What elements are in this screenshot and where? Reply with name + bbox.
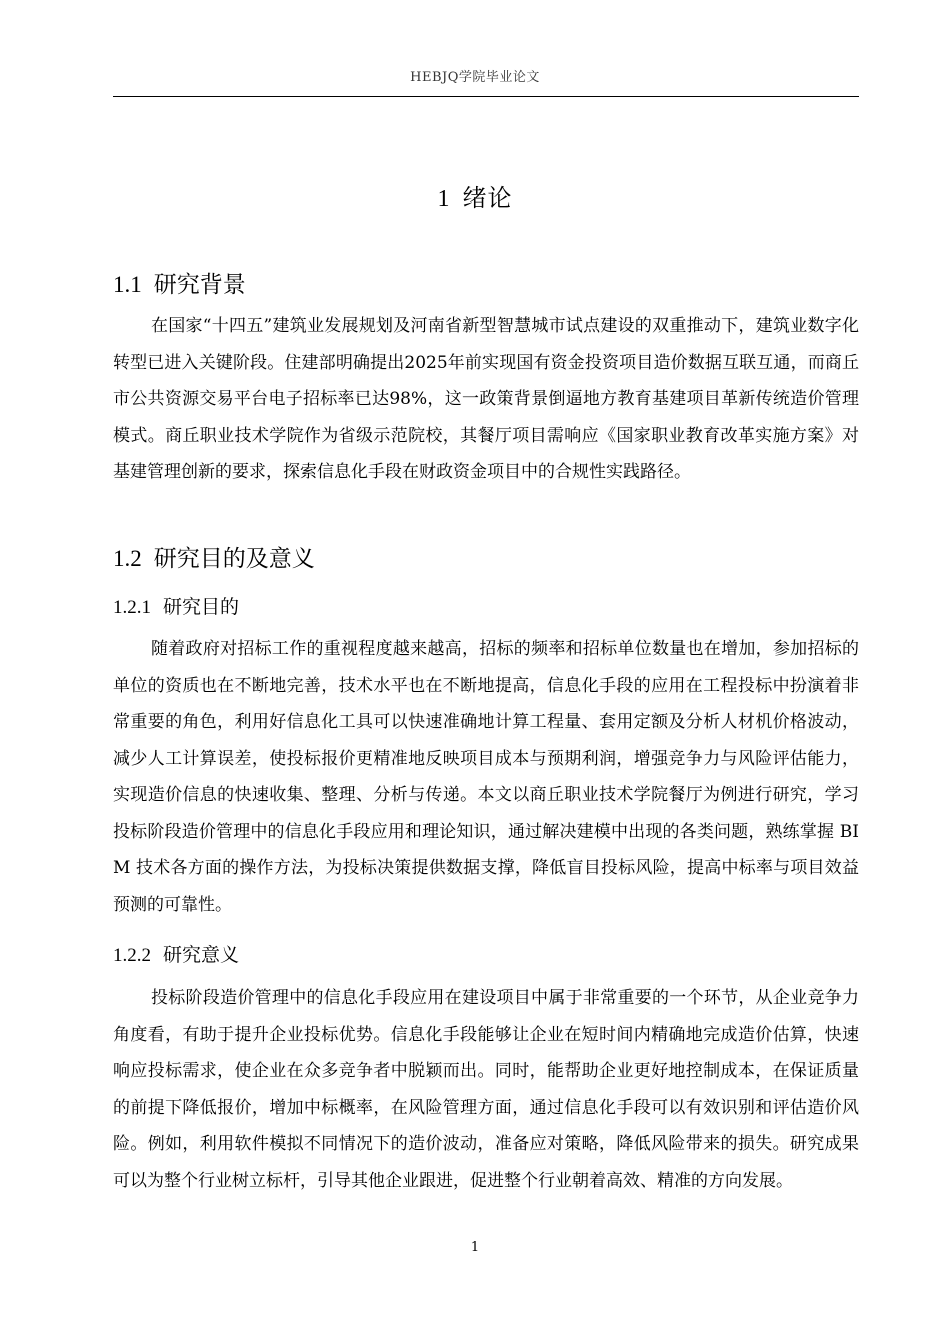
section-title-1-2: [113, 540, 315, 573]
subsection-title-1-2-2: [113, 940, 239, 967]
subsection-title-text: 研究目的: [163, 596, 240, 618]
chapter-title: [0, 178, 950, 213]
section-number: 1.1: [113, 272, 142, 297]
header-divider: [113, 96, 859, 97]
subsection-number: 1.2.2: [113, 945, 151, 966]
section-number: 1.2: [113, 546, 142, 571]
section-title-1-1: [113, 266, 246, 299]
subsection-number: 1.2.1: [113, 597, 151, 618]
subsection-title-1-2-1: [113, 592, 239, 619]
page-number: 1: [470, 1240, 480, 1255]
paragraph-background: 在国家“十四五”建筑业发展规划及河南省新型智慧城市试点建设的双重推动下，建筑业数字化转型已进入关键阶段。住建部明确提出2025年前实现国有资金投资项目造价数据互联互通，而商丘市公共资源交易平台电子招标率已达98%，这一政策背景倒逼地方教育基建项目革新传统造价管理模式。商丘职业技术学院作为省级示范院校，其餐厅项目需响应《国家职业教育改革实施方案》对基建管理创新的要求，探索信息化手段在财政资金项目中的合规性实践路径。: [113, 316, 859, 482]
section-title-text: 研究背景: [153, 272, 246, 298]
running-header: HEBJQ学院毕业论文: [410, 70, 540, 85]
paragraph-purpose: 随着政府对招标工作的重视程度越来越高，招标的频率和招标单位数量也在增加，参加招标的单位的资质也在不断地完善，技术水平也在不断地提高，信息化手段的应用在工程投标中扮演着非常重要的角色，利用好信息化工具可以快速准确地计算工程量、套用定额及分析人材机价格波动，减少人工计算误差，使投标报价更精准地反映项目成本与预期利润，增强竞争力与风险评估能力，实现造价信息的快速收集、整理、分析与传递。本文以商丘职业技术学院餐厅为例进行研究，学习投标阶段造价管理中的信息化手段应用和理论知识，通过解决建模中出现的各类问题，熟练掌握 BIM 技术各方面的操作方法，为投标决策提供数据支撑，降低盲目投标风险，提高中标率与项目效益预测的可靠性。: [113, 639, 859, 915]
paragraph-significance: 投标阶段造价管理中的信息化手段应用在建设项目中属于非常重要的一个环节，从企业竞争力角度看，有助于提升企业投标优势。信息化手段能够让企业在短时间内精确地完成造价估算，快速响应投标需求，使企业在众多竞争者中脱颖而出。同时，能帮助企业更好地控制成本，在保证质量的前提下降低报价，增加中标概率，在风险管理方面，通过信息化手段可以有效识别和评估造价风险。例如，利用软件模拟不同情况下的造价波动，准备应对策略，降低风险带来的损失。研究成果可以为整个行业树立标杆，引导其他企业跟进，促进整个行业朝着高效、精准的方向发展。: [113, 988, 859, 1191]
chapter-number: 1: [437, 186, 451, 212]
chapter-title-text: 绪论: [462, 184, 513, 212]
section-title-text: 研究目的及意义: [153, 546, 315, 572]
subsection-title-text: 研究意义: [163, 944, 240, 966]
